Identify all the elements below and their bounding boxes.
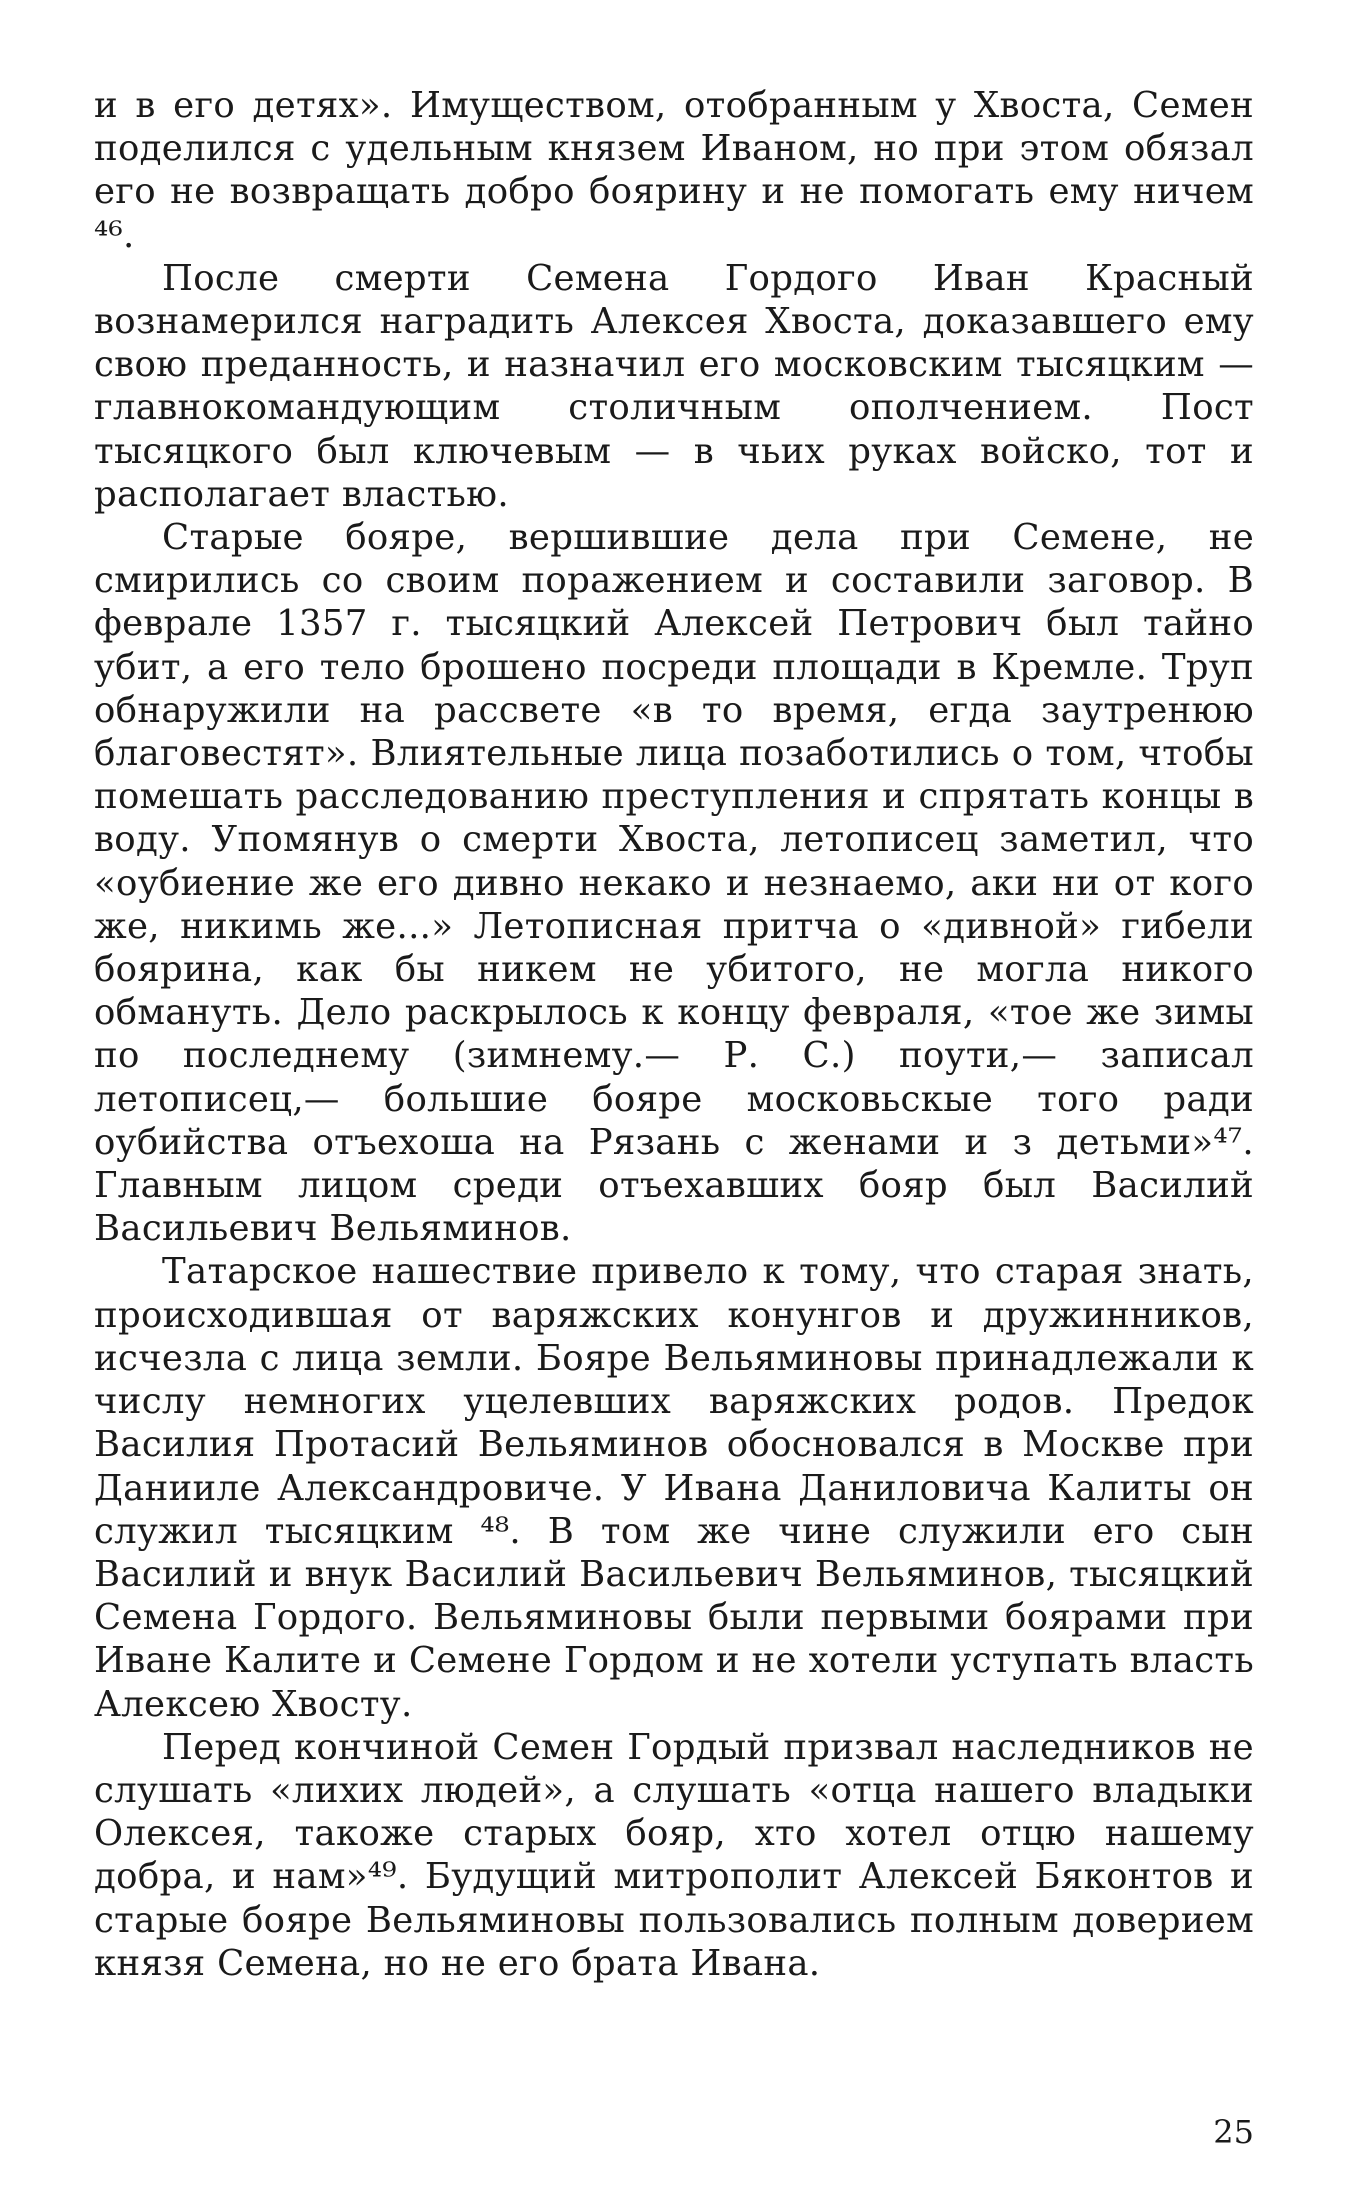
paragraph: Старые бояре, вершившие дела при Семене, не смирились со своим поражением и составили заговор. В феврале 1357 г. тысяцкий Алексей Петрович был тайно убит, а его тело брошено посреди площади в Кремле. Труп обнаружили на рассвете «в то время, егда заутренюю благовестят». Влиятельные лица позаботились о том, чтобы помешать расследованию преступления и спрятать концы в воду. Упомянув о смерти Хвоста, летописец заметил, что «оубиение же его дивно некако и незнаемо, аки ни от кого же, никимь же...» Летописная притча о «дивной» гибели боярина, как бы никем не убитого, не могла никого обмануть. Дело раскрылось к концу февраля, «тое же зимы по последнему (зимнему.— Р. С.) поути,— записал летописец,— большие бояре московьскые того ради оубийства отъехоша на Рязань с женами и з детьми»⁴⁷. Главным лицом среди отъехавших бояр был Василий Васильевич Вельяминов. <box>94 517 1254 1250</box>
paragraph: После смерти Семена Гордого Иван Красный вознамерился наградить Алексея Хвоста, доказавшего ему свою преданность, и назначил его московским тысяцким — главнокомандующим столичным ополчением. Пост тысяцкого был ключевым — в чьих руках войско, тот и располагает властью. <box>94 257 1254 515</box>
page-number: 25 <box>1213 2113 1254 2151</box>
book-page <box>94 84 1254 1985</box>
paragraph: Перед кончиной Семен Гордый призвал наследников не слушать «лихих людей», а слушать «отца нашего владыки Олексея, такоже старых бояр, хто хотел отцю нашему добра, и нам»⁴⁹. Будущий митрополит Алексей Бяконтов и старые бояре Вельяминовы пользовались полным доверием князя Семена, но не его брата Ивана. <box>94 1726 1254 1984</box>
paragraph-continued: и в его детях». Имуществом, отобранным у Хвоста, Семен поделился с удельным князем Иваном, но при этом обязал его не возвращать добро боярину и не помогать ему ничем ⁴⁶. <box>94 85 1254 256</box>
paragraph: Татарское нашествие привело к тому, что старая знать, происходившая от варяжских конунгов и дружинников, исчезла с лица земли. Бояре Вельяминовы принадлежали к числу немногих уцелевших варяжских родов. Предок Василия Протасий Вельяминов обосновался в Москве при Данииле Александровиче. У Ивана Даниловича Калиты он служил тысяцким ⁴⁸. В том же чине служили его сын Василий и внук Василий Васильевич Вельяминов, тысяцкий Семена Гордого. Вельяминовы были первыми боярами при Иване Калите и Семене Гордом и не хотели уступать власть Алексею Хвосту. <box>94 1251 1254 1725</box>
